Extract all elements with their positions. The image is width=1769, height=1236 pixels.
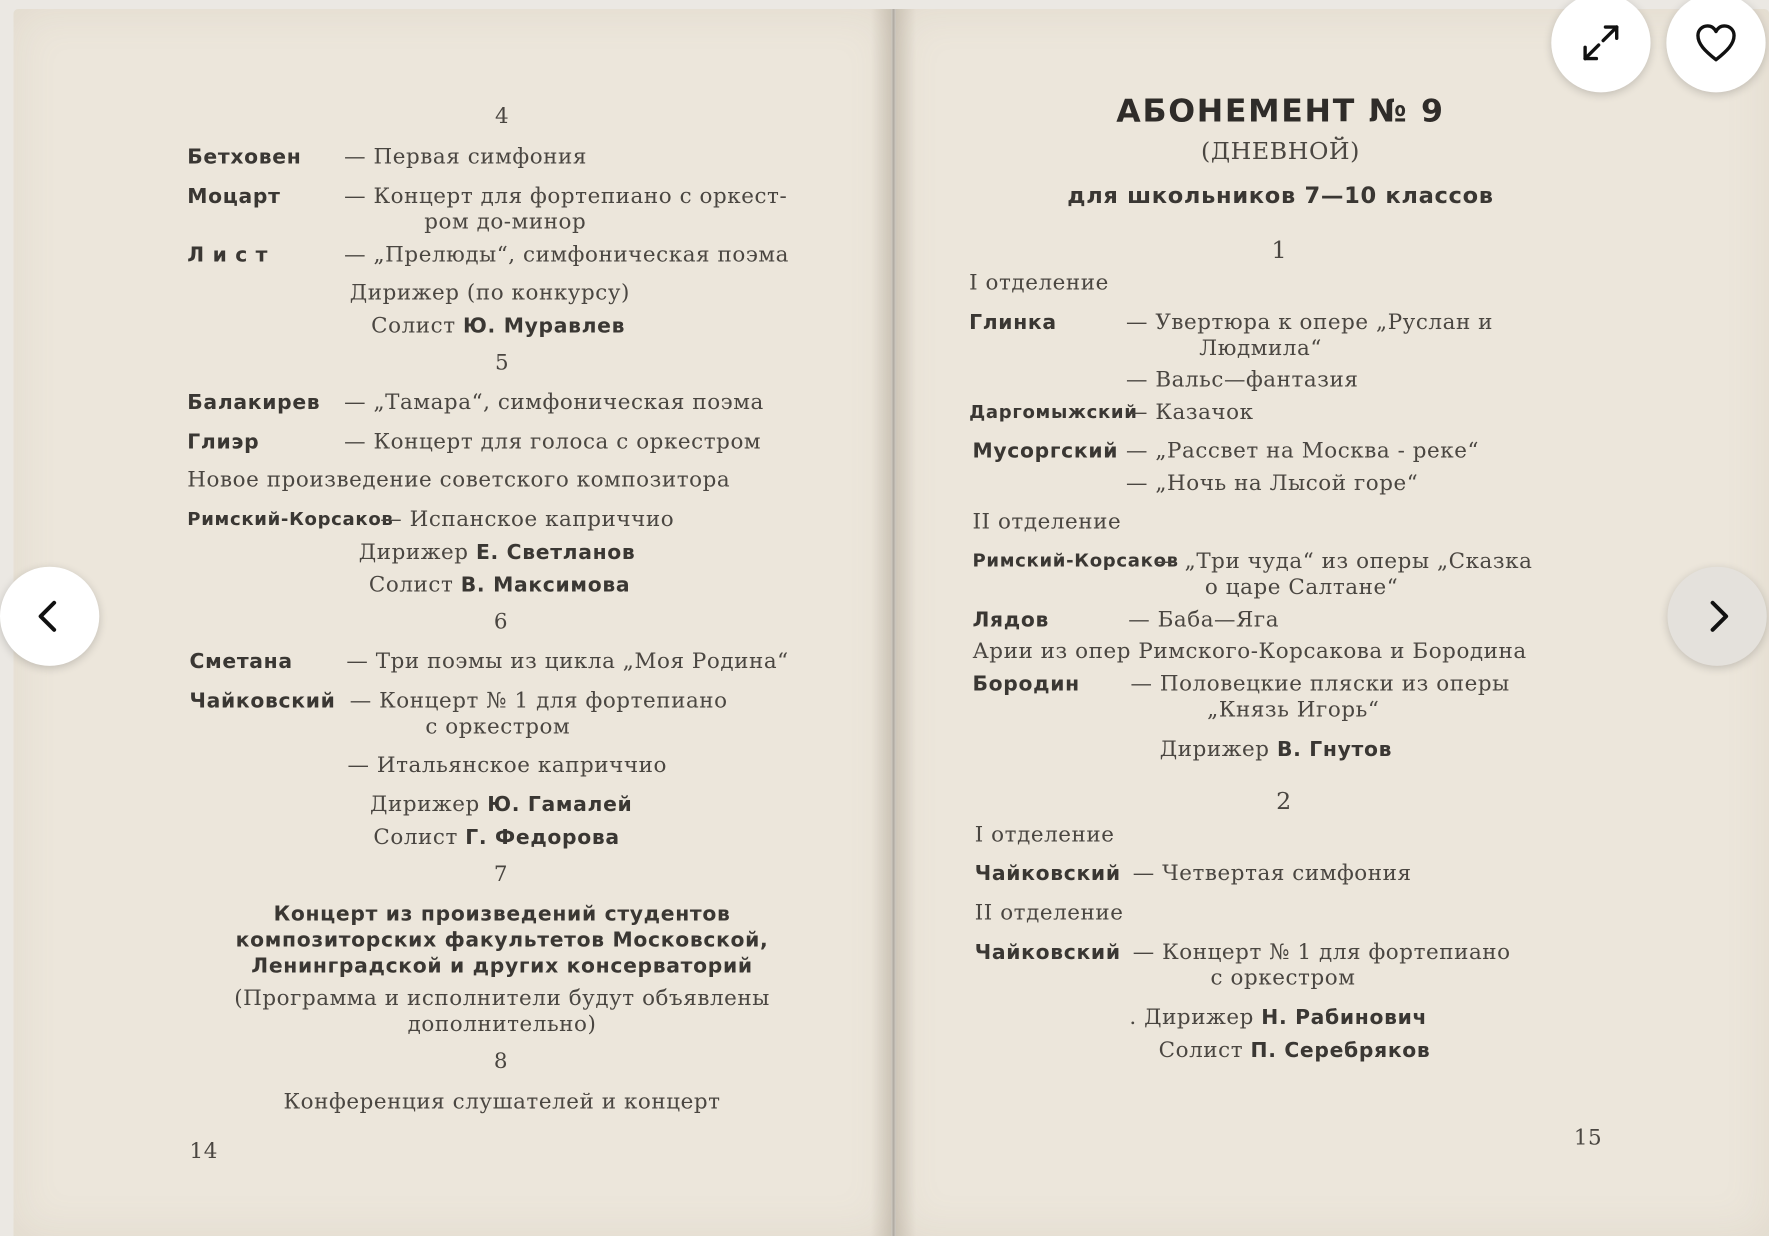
composer: Римский-Корсаков bbox=[972, 549, 1179, 572]
audience-line: для школьников 7—10 классов bbox=[1067, 181, 1494, 209]
soloist-label: Солист bbox=[373, 824, 458, 850]
work-continued: Людмила“ bbox=[1199, 335, 1322, 361]
work-continued: „Князь Игорь“ bbox=[1207, 697, 1380, 723]
page-number: 15 bbox=[1573, 1125, 1603, 1151]
soloist-label: Солист bbox=[368, 572, 454, 598]
soloist-name: В. Максимова bbox=[460, 573, 631, 598]
work: — Казачок bbox=[1125, 399, 1254, 425]
section-heading: I отделение bbox=[969, 270, 1109, 296]
concert-description: Концерт из произведений студентов bbox=[273, 902, 731, 927]
composer: Чайковский bbox=[189, 689, 336, 714]
section-heading: II отделение bbox=[972, 509, 1122, 535]
work: — „Ночь на Лысой горе“ bbox=[1125, 470, 1419, 496]
concert-description: композиторских факультетов Московской, bbox=[235, 928, 769, 953]
work: — Концерт для фортепиано с оркест- bbox=[344, 183, 788, 209]
concert-number: 1 bbox=[1271, 236, 1288, 264]
soloist-line bbox=[1159, 1038, 1431, 1063]
expand-icon bbox=[1576, 18, 1626, 68]
program-note: Арии из опер Римского-Корсакова и Бородина bbox=[972, 638, 1527, 664]
work: — Испанское каприччио bbox=[380, 507, 675, 532]
soloist-label: Солист bbox=[1158, 1037, 1244, 1063]
work: — Концерт № 1 для фортепиано bbox=[349, 688, 728, 714]
chevron-right-icon bbox=[1697, 596, 1738, 637]
conductor-label: Дирижер bbox=[370, 792, 480, 817]
conductor-line bbox=[370, 792, 632, 817]
program-note: Конференция слушателей и концерт bbox=[283, 1089, 721, 1115]
page-number: 14 bbox=[189, 1139, 218, 1164]
conductor-line bbox=[359, 540, 636, 565]
work: — Половецкие пляски из оперы bbox=[1130, 671, 1510, 697]
composer: Глиэр bbox=[187, 430, 260, 455]
conductor-label: . Дирижер bbox=[1129, 1005, 1254, 1030]
program-note: (Программа и исполнители будут объявлены bbox=[234, 985, 770, 1011]
heart-icon bbox=[1691, 18, 1741, 68]
composer: Чайковский bbox=[974, 861, 1121, 886]
concert-number: 4 bbox=[494, 103, 510, 129]
work: — Четвертая симфония bbox=[1132, 860, 1412, 886]
book-gutter bbox=[871, 9, 916, 1236]
soloist-line bbox=[373, 825, 619, 850]
conductor-label: Дирижер bbox=[358, 539, 469, 565]
work: — „Рассвет на Москва - реке“ bbox=[1125, 438, 1480, 464]
conductor-line: Дирижер (по конкурсу) bbox=[349, 280, 630, 306]
concert-number: 8 bbox=[493, 1048, 509, 1074]
work: — Баба—Яга bbox=[1128, 607, 1280, 633]
section-heading: II отделение bbox=[974, 900, 1124, 926]
soloist-line bbox=[369, 572, 630, 597]
section-heading: I отделение bbox=[974, 822, 1115, 848]
concert-description: Ленинградской и других консерваторий bbox=[251, 954, 753, 978]
program-note: дополнительно) bbox=[407, 1011, 597, 1037]
work-continued: с оркестром bbox=[1210, 965, 1356, 991]
work: — „Прелюды“, симфоническая поэма bbox=[344, 242, 789, 268]
program-note: Новое произведение советского композитора bbox=[187, 467, 731, 493]
previous-button[interactable] bbox=[0, 567, 99, 666]
composer: Моцарт bbox=[187, 184, 281, 209]
conductor-line bbox=[1129, 1005, 1427, 1030]
work-continued: с оркестром bbox=[425, 714, 571, 740]
work: — „Тамара“, симфоническая поэма bbox=[344, 389, 764, 415]
work: — Концерт № 1 для фортепиано bbox=[1132, 939, 1511, 965]
work: — „Три чуда“ из оперы „Сказка bbox=[1155, 548, 1533, 574]
composer: Бетховен bbox=[187, 145, 302, 170]
composer: Чайковский bbox=[974, 940, 1121, 965]
composer: Л и с т bbox=[187, 243, 269, 268]
soloist-name: Ю. Муравлев bbox=[463, 314, 626, 339]
work-continued: о царе Салтане“ bbox=[1204, 574, 1399, 600]
work: — Три поэмы из цикла „Моя Родина“ bbox=[346, 648, 789, 674]
conductor-name: Ю. Гамалей bbox=[487, 793, 633, 817]
chevron-left-icon bbox=[29, 596, 70, 637]
next-button[interactable] bbox=[1667, 567, 1766, 666]
soloist-label: Солист bbox=[371, 313, 456, 339]
work: — Увертюра к опере „Руслан и bbox=[1125, 309, 1494, 335]
work: — Итальянское каприччио bbox=[347, 752, 667, 778]
soloist-name: П. Серебряков bbox=[1250, 1038, 1431, 1063]
concert-number: 2 bbox=[1276, 787, 1292, 815]
conductor-name: Н. Рабинович bbox=[1261, 1006, 1428, 1030]
composer: Балакирев bbox=[187, 390, 321, 415]
composer: Глинка bbox=[969, 310, 1057, 335]
composer: Даргомыжский bbox=[969, 401, 1138, 423]
soloist-line bbox=[371, 313, 625, 338]
page-title: АБОНЕМЕНТ № 9 bbox=[1116, 92, 1445, 130]
work: — Вальс—фантазия bbox=[1125, 367, 1359, 393]
concert-number: 5 bbox=[494, 350, 510, 376]
conductor-line bbox=[1160, 737, 1392, 762]
conductor-name: Е. Светланов bbox=[475, 540, 636, 565]
composer: Бородин bbox=[972, 672, 1080, 697]
conductor-label: Дирижер bbox=[1159, 736, 1270, 762]
composer: Мусоргский bbox=[972, 439, 1119, 464]
page-subtitle: (ДНЕВНОЙ) bbox=[1201, 137, 1360, 165]
concert-number: 6 bbox=[493, 609, 509, 635]
composer: Лядов bbox=[972, 608, 1050, 633]
composer: Римский-Корсаков bbox=[187, 508, 394, 530]
work: — Концерт для голоса с оркестром bbox=[344, 429, 762, 455]
conductor-name: В. Гнутов bbox=[1276, 737, 1393, 762]
soloist-name: Г. Федорова bbox=[465, 825, 620, 850]
composer: Сметана bbox=[189, 650, 293, 674]
work-continued: ром до-минор bbox=[424, 209, 587, 235]
concert-number: 7 bbox=[493, 861, 509, 887]
work: — Первая симфония bbox=[344, 144, 587, 170]
